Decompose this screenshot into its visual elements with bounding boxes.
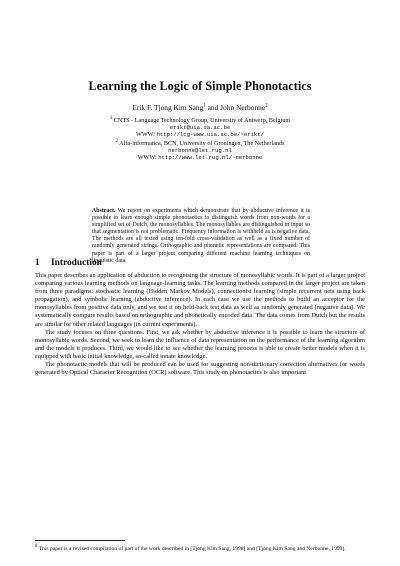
affiliation-2-mark: 2 <box>115 139 118 144</box>
paper-title: Learning the Logic of Simple Phonotactics <box>88 79 312 93</box>
abstract-text: We report on experiments which demonstrate that by abductive inference it is possible to learn enough simple phonotactics to distinguish words from non-words for a simplified set of Dutch, the monosyllables. The monosyllables are distinguished in input so that segmentation is not problematic. Frequency information is withheld as is negative data. The methods are all tested using ten-fold cross-validation as well as a fixed number of randomly generated strings. Orthographic and phonetic representations are compared. This paper is part of a larger project comparing different machine learning techniques on linguistic data. <box>92 208 310 264</box>
paragraph-3: The phonotactic models that will be produced can be used for suggesting non-dictionary correction alternatives for words generated by Optical Character Recognition (OCR) software. This study on phonotactics is also important <box>35 361 365 377</box>
affiliation-2-www-label: WWW: <box>137 154 159 162</box>
section-number: 1 <box>35 258 40 268</box>
affiliation-2-text: Alfa-informatica, BCN, University of Groningen, The Netherlands <box>119 140 285 148</box>
footnote-text: This paper is a revised compilation of part of the work described in [Tjong Kim Sang, 1998] and [Tjong Kim Sang and Nerbonne, 1999]. <box>38 545 346 552</box>
affiliation-1-www-label: WWW: <box>136 131 157 139</box>
affiliation-1-mark: 1 <box>109 116 113 121</box>
affiliation-2-email[interactable]: nerbonne@let.rug.nl <box>168 147 232 155</box>
affiliation-1 <box>100 115 300 139</box>
section-title: Introduction <box>51 258 102 268</box>
affiliation-1-email[interactable]: erikt@uia.ua.ac.be <box>169 124 231 132</box>
footnote-rule <box>35 540 125 541</box>
abstract-label: Abstract. <box>92 208 116 214</box>
footnote <box>35 543 365 553</box>
author-2-mark: 2 <box>265 103 268 109</box>
affiliation-2 <box>100 138 300 162</box>
author-conjunction: and <box>205 103 221 112</box>
affiliation-1-www[interactable]: http://lcg-www.uia.ac.be/~erikt/ <box>156 131 264 139</box>
body-text <box>35 272 365 377</box>
author-2: John Nerbonne <box>220 103 266 112</box>
affiliation-2-www[interactable]: http://www.let.rug.nl/~nerbonne <box>158 154 263 162</box>
section-heading <box>35 258 102 268</box>
author-line <box>0 103 400 112</box>
author-1-mark: 1 <box>203 103 206 109</box>
abstract <box>92 208 310 265</box>
paragraph-1: This paper describes an application of abduction to recognising the structure of monosyllabic words. It is part of a larger project comparing various learning methods on language-learning tasks. The learning methods compared in the larger project are taken from three paradigms: stochastic learning (Hidden Markov Models), connectionist learning (simple recurrent nets using back propagation), and symbolic learning (abductive inference). In each case we use the methods to build an acceptor for the monosyllables from positive data only, and we test it on held-back test data as well as randomly generated (negative data). We systematically compare results based on orthographic and phonetically encoded data. The data comes from Dutch but the results are similar for other related languages (in current experiments). <box>35 272 365 328</box>
author-1: Erik F. Tjong Kim Sang <box>132 103 204 112</box>
affiliation-1-text: CNTS - Language Technology Group, University of Antwerp, Belgium <box>113 117 291 125</box>
paragraph-2: The study focuses on three questions. First, we ask whether by abductive inference it is possible to learn the structure of monosyllabic words. Second, we seek to learn the influence of data representation on the performance of the learning algorithm and the models it produces. Third, we would like to see whether the learning process is able to create better models when it is equipped with basic initial knowledge, so-called innate knowledge. <box>35 328 365 360</box>
footnote-mark: 0 <box>35 544 38 549</box>
